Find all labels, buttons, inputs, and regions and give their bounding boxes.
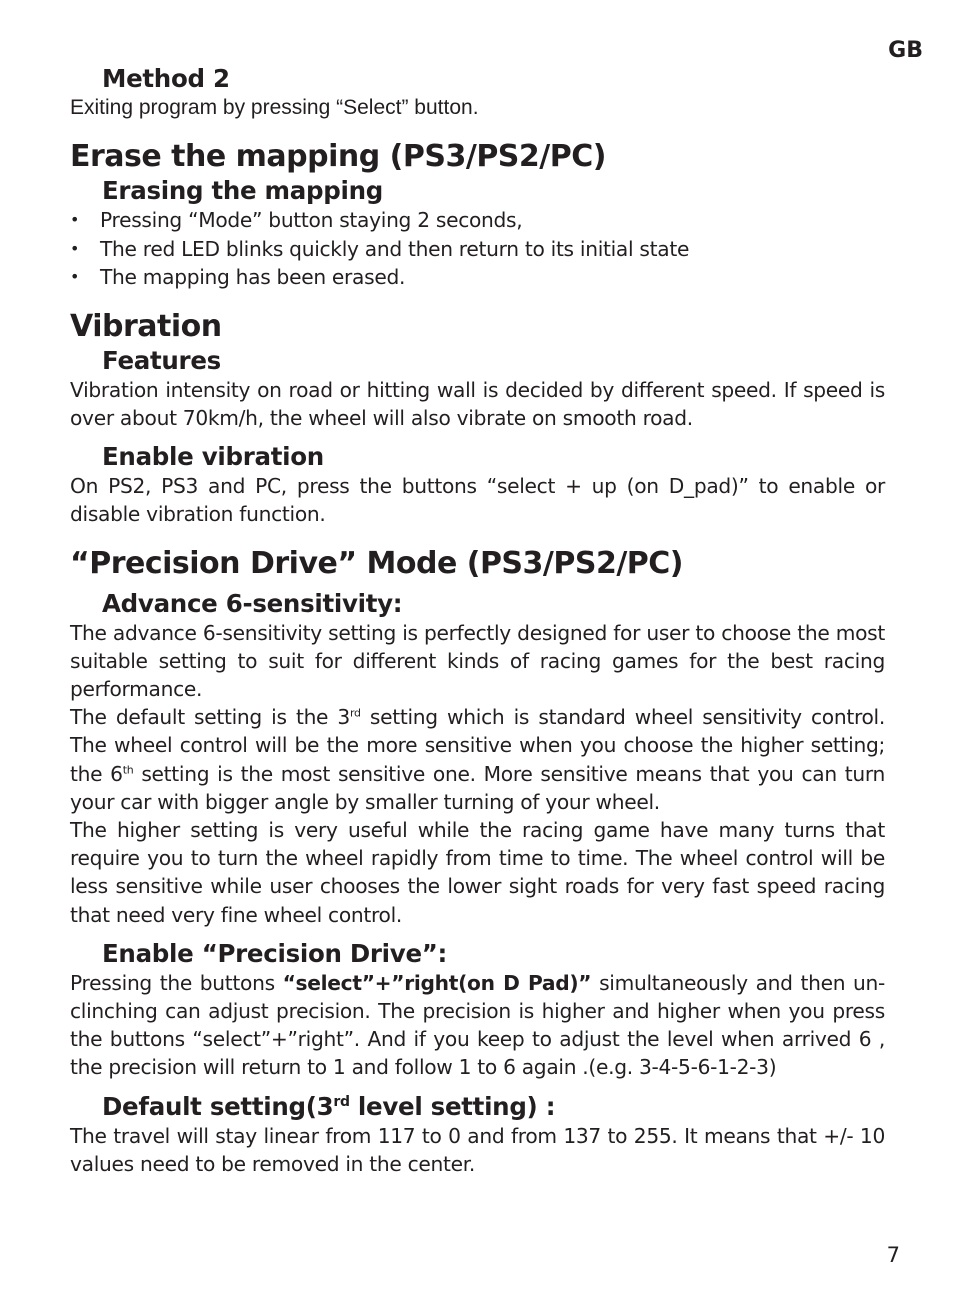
bullet-icon: • <box>70 238 80 258</box>
page-content <box>70 64 885 1178</box>
list-item: • Pressing “Mode” button staying 2 seconds, <box>70 206 885 235</box>
features-text: Vibration intensity on road or hitting wall is decided by different speed. If speed is over about 70km/h, the wheel will also vibrate on smooth road. <box>70 377 885 430</box>
advance-sensitivity-text-1: The advance 6-sensitivity setting is perfectly designed for user to choose the most suitable setting to suit for different kinds of racing games for the best racing performance. <box>70 620 885 701</box>
erase-mapping-title: Erase the mapping (PS3/PS2/PC) <box>70 139 606 175</box>
method-2-text: Exiting program by pressing “Select” button. <box>70 96 479 119</box>
default-setting-heading: Default setting(3rd level setting) : <box>102 1091 556 1121</box>
enable-vibration-heading: Enable vibration <box>102 442 324 472</box>
erase-steps-list <box>70 206 885 292</box>
enable-precision-drive-heading: Enable “Precision Drive”: <box>102 938 448 968</box>
advance-sensitivity-heading: Advance 6-sensitivity: <box>102 588 403 618</box>
language-label: GB <box>888 38 923 63</box>
list-item: • The red LED blinks quickly and then return to its initial state <box>70 235 885 264</box>
enable-precision-drive-text: Pressing the buttons “select”+”right(on D Pad)” simultaneously and then un-clinching can adjust precision. The precision is higher and higher when you press the buttons “select”+”right”. And if you keep to adjust the level when arrived 6 , the precision will return to 1 and follow 1 to 6 again .(e.g. 3-4-5-6-1-2-3) <box>70 970 885 1080</box>
vibration-title: Vibration <box>70 308 222 344</box>
list-item: • The mapping has been erased. <box>70 263 885 292</box>
enable-vibration-text: On PS2, PS3 and PC, press the buttons “select + up (on D_pad)” to enable or disable vibration function. <box>70 474 885 527</box>
bullet-icon: • <box>70 267 80 287</box>
advance-sensitivity-text-2: The default setting is the 3rd setting which is standard wheel sensitivity control. The wheel control will be the more sensitive when you choose the higher setting; the 6th setting is the most sensitive one. More sensitive means that you can turn your car with bigger angle by smaller turning of your wheel. <box>70 705 885 814</box>
advance-sensitivity-text-3: The higher setting is very useful while the racing game have many turns that require you to turn the wheel rapidly from time to time. The wheel control will be less sensitive while user chooses the lower sight roads for very fast speed racing that need very fine wheel control. <box>70 817 885 927</box>
page-number: 7 <box>886 1243 900 1267</box>
erasing-mapping-heading: Erasing the mapping <box>102 176 383 206</box>
precision-drive-title: “Precision Drive” Mode (PS3/PS2/PC) <box>70 545 684 581</box>
default-setting-text: The travel will stay linear from 117 to 0 and from 137 to 255. It means that +/- 10 values need to be removed in the center. <box>70 1123 885 1176</box>
bullet-icon: • <box>70 210 80 230</box>
features-heading: Features <box>102 345 221 375</box>
method-2-heading: Method 2 <box>102 64 230 93</box>
